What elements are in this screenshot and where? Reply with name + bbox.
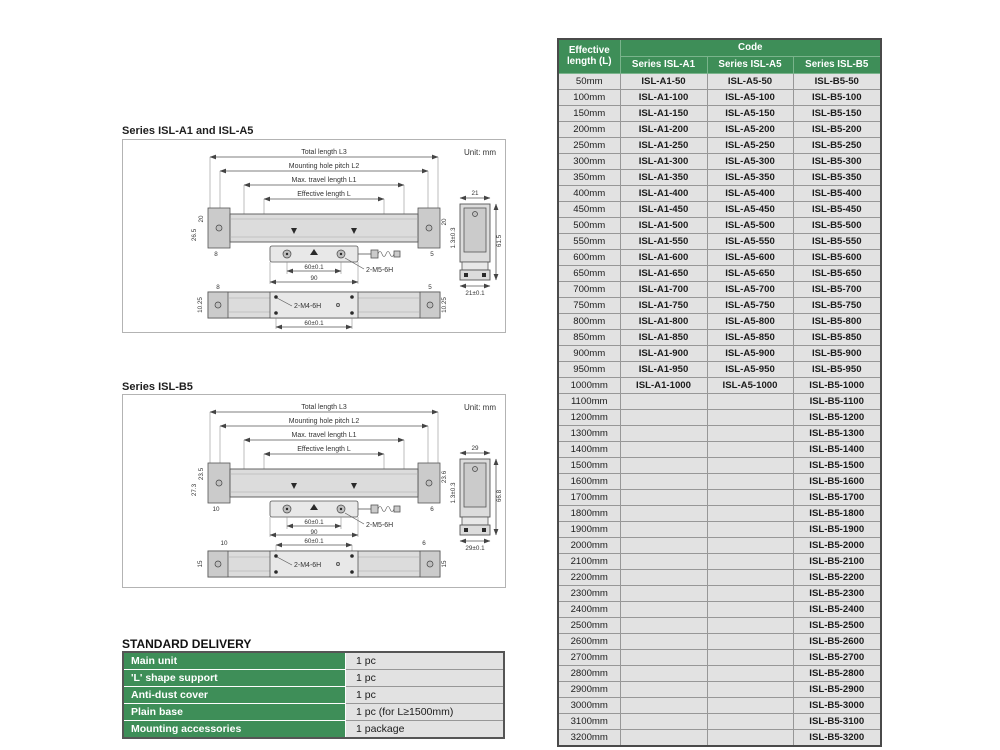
code-table-row <box>558 474 881 490</box>
effective-length-label: Effective length L <box>297 446 351 453</box>
delivery-item-label: Mounting accessories <box>123 721 346 739</box>
code-cell: ISL-A5-300 <box>707 154 793 170</box>
length-cell: 700mm <box>558 282 620 298</box>
code-cell: ISL-A1-450 <box>620 202 707 218</box>
total-length-label: Total length L3 <box>301 149 347 156</box>
code-table-row <box>558 346 881 362</box>
delivery-row <box>123 721 504 739</box>
delivery-item-value: 1 pc <box>346 670 505 687</box>
length-cell: 600mm <box>558 250 620 266</box>
length-cell: 1600mm <box>558 474 620 490</box>
bottom-right-top-dim: 6 <box>422 540 426 547</box>
code-cell <box>707 410 793 426</box>
code-cell: ISL-A5-250 <box>707 138 793 154</box>
series-isl-b5-header: Series ISL-B5 <box>793 57 881 74</box>
code-cell: ISL-A5-950 <box>707 362 793 378</box>
diagram-b-heading: Series ISL-B5 <box>122 381 193 393</box>
length-cell: 900mm <box>558 346 620 362</box>
code-cell: ISL-A1-600 <box>620 250 707 266</box>
code-table-row <box>558 426 881 442</box>
delivery-item-value: 1 package <box>346 721 505 739</box>
bottom-screws-label: 2-M4-6H <box>294 562 322 569</box>
side-width-dim: 21 <box>471 190 479 197</box>
length-cell: 1500mm <box>558 458 620 474</box>
code-table-row <box>558 394 881 410</box>
length-cell: 2700mm <box>558 650 620 666</box>
code-cell <box>620 554 707 570</box>
code-table-row <box>558 202 881 218</box>
code-cell: ISL-B5-3000 <box>793 698 881 714</box>
code-table-row <box>558 506 881 522</box>
bottom-hole-pitch-dim: 60±0.1 <box>304 538 324 545</box>
side-width-dim: 29 <box>471 445 479 452</box>
delivery-item-label: 'L' shape support <box>123 670 346 687</box>
length-cell: 1400mm <box>558 442 620 458</box>
code-table-row <box>558 618 881 634</box>
cable-plug <box>371 250 378 258</box>
code-cell: ISL-B5-1600 <box>793 474 881 490</box>
code-cell: ISL-B5-2900 <box>793 682 881 698</box>
code-cell: ISL-A5-550 <box>707 234 793 250</box>
bottom-left-top-dim: 10 <box>220 540 228 547</box>
bottom-right-side-dim: 10.25 <box>441 297 448 313</box>
bottom-left-top-dim: 8 <box>216 284 220 291</box>
length-cell: 2500mm <box>558 618 620 634</box>
code-cell: ISL-A5-400 <box>707 186 793 202</box>
head-hole-pitch-dim: 60±0.1 <box>304 519 324 526</box>
code-table-body <box>558 74 881 747</box>
bottom-left-side-dim: 10.25 <box>197 297 204 313</box>
code-cell: ISL-A1-1000 <box>620 378 707 394</box>
code-table-row <box>558 298 881 314</box>
left-height-outer: 26.5 <box>191 228 198 242</box>
code-table-row <box>558 218 881 234</box>
left-height-inner: 20 <box>198 215 205 223</box>
code-table-row <box>558 330 881 346</box>
code-cell <box>707 538 793 554</box>
code-table-row <box>558 250 881 266</box>
right-height-dim: 20 <box>441 218 448 226</box>
code-cell <box>707 666 793 682</box>
right-bottom-dim: 6 <box>430 506 434 513</box>
code-cell <box>707 458 793 474</box>
scale-body <box>230 214 418 242</box>
code-cell <box>620 458 707 474</box>
delivery-item-label: Plain base <box>123 704 346 721</box>
length-cell: 1300mm <box>558 426 620 442</box>
standard-delivery-table <box>122 651 505 739</box>
code-cell: ISL-B5-2200 <box>793 570 881 586</box>
code-table-row <box>558 410 881 426</box>
code-table-row <box>558 138 881 154</box>
code-cell: ISL-B5-350 <box>793 170 881 186</box>
code-table-row <box>558 634 881 650</box>
unit-label: Unit: mm <box>464 403 496 412</box>
length-cell: 650mm <box>558 266 620 282</box>
length-cell: 50mm <box>558 74 620 90</box>
code-cell: ISL-B5-2300 <box>793 586 881 602</box>
code-cell <box>707 714 793 730</box>
length-cell: 500mm <box>558 218 620 234</box>
code-cell <box>707 506 793 522</box>
length-cell: 2300mm <box>558 586 620 602</box>
series-isl-a1-header: Series ISL-A1 <box>620 57 707 74</box>
code-cell <box>620 570 707 586</box>
side-height-dim: 61.5 <box>496 234 503 248</box>
code-cell <box>707 442 793 458</box>
bottom-right-side-dim: 15 <box>441 560 448 568</box>
code-cell: ISL-B5-3100 <box>793 714 881 730</box>
length-cell: 850mm <box>558 330 620 346</box>
side-bottom-width-dim: 29±0.1 <box>465 545 485 552</box>
code-cell <box>707 698 793 714</box>
length-cell: 2900mm <box>558 682 620 698</box>
code-cell: ISL-A5-50 <box>707 74 793 90</box>
code-cell <box>620 650 707 666</box>
length-cell: 300mm <box>558 154 620 170</box>
code-cell: ISL-A1-950 <box>620 362 707 378</box>
code-cell <box>707 602 793 618</box>
diagram-a-drawing <box>123 140 505 332</box>
code-cell <box>707 554 793 570</box>
code-cell: ISL-A5-1000 <box>707 378 793 394</box>
code-table-row <box>558 522 881 538</box>
code-cell: ISL-B5-700 <box>793 282 881 298</box>
code-cell: ISL-A1-50 <box>620 74 707 90</box>
length-cell: 1800mm <box>558 506 620 522</box>
length-cell: 2400mm <box>558 602 620 618</box>
code-cell: ISL-A1-300 <box>620 154 707 170</box>
code-cell: ISL-B5-750 <box>793 298 881 314</box>
length-cell: 1700mm <box>558 490 620 506</box>
code-cell: ISL-A5-350 <box>707 170 793 186</box>
code-cell <box>620 474 707 490</box>
code-cell <box>620 682 707 698</box>
code-cell <box>620 490 707 506</box>
code-cell: ISL-A1-500 <box>620 218 707 234</box>
length-cell: 2100mm <box>558 554 620 570</box>
code-cell: ISL-B5-450 <box>793 202 881 218</box>
code-cell: ISL-B5-400 <box>793 186 881 202</box>
code-table-row <box>558 458 881 474</box>
delivery-item-value: 1 pc (for L≥1500mm) <box>346 704 505 721</box>
length-cell: 2200mm <box>558 570 620 586</box>
head-hole-pitch-dim: 60±0.1 <box>304 264 324 271</box>
code-cell: ISL-B5-1000 <box>793 378 881 394</box>
code-cell <box>707 682 793 698</box>
code-cell: ISL-B5-1800 <box>793 506 881 522</box>
code-table-row <box>558 714 881 730</box>
right-bottom-dim: 5 <box>430 251 434 258</box>
delivery-item-value: 1 pc <box>346 687 505 704</box>
code-cell: ISL-B5-2700 <box>793 650 881 666</box>
code-table-row <box>558 106 881 122</box>
code-cell <box>620 618 707 634</box>
code-table-row <box>558 314 881 330</box>
length-cell: 450mm <box>558 202 620 218</box>
delivery-row <box>123 687 504 704</box>
code-cell: ISL-A5-900 <box>707 346 793 362</box>
code-cell: ISL-B5-2000 <box>793 538 881 554</box>
code-cell <box>620 394 707 410</box>
side-height-dim: 66.8 <box>496 489 503 503</box>
code-table-row <box>558 90 881 106</box>
length-cell: 2000mm <box>558 538 620 554</box>
code-table-row <box>558 378 881 394</box>
code-cell <box>620 714 707 730</box>
standard-delivery-heading: STANDARD DELIVERY <box>122 637 252 651</box>
code-cell <box>707 394 793 410</box>
code-cell: ISL-B5-2100 <box>793 554 881 570</box>
code-cell: ISL-A5-700 <box>707 282 793 298</box>
left-bottom-dim: 8 <box>214 251 218 258</box>
code-table-row <box>558 282 881 298</box>
code-cell: ISL-B5-2500 <box>793 618 881 634</box>
code-cell: ISL-B5-300 <box>793 154 881 170</box>
code-cell <box>707 634 793 650</box>
code-cell: ISL-A1-150 <box>620 106 707 122</box>
code-table-row <box>558 442 881 458</box>
length-cell: 550mm <box>558 234 620 250</box>
code-cell: ISL-B5-800 <box>793 314 881 330</box>
code-table-row <box>558 154 881 170</box>
code-cell <box>707 730 793 747</box>
delivery-item-label: Main unit <box>123 652 346 670</box>
code-cell: ISL-B5-1500 <box>793 458 881 474</box>
head-screws-label: 2-M5-6H <box>366 267 394 274</box>
code-cell <box>707 586 793 602</box>
length-cell: 1000mm <box>558 378 620 394</box>
code-table-row <box>558 554 881 570</box>
code-cell: ISL-B5-1400 <box>793 442 881 458</box>
delivery-item-label: Anti-dust cover <box>123 687 346 704</box>
code-cell <box>620 522 707 538</box>
code-table-row <box>558 122 881 138</box>
code-header: Code <box>620 39 881 57</box>
side-gap-dim: 1.3±0.3 <box>450 227 457 249</box>
code-cell: ISL-B5-1100 <box>793 394 881 410</box>
unit-label: Unit: mm <box>464 148 496 157</box>
code-cell: ISL-A1-800 <box>620 314 707 330</box>
code-table-row <box>558 650 881 666</box>
right-height-dim: 23.6 <box>441 470 448 484</box>
code-cell: ISL-A5-500 <box>707 218 793 234</box>
code-cell: ISL-A1-100 <box>620 90 707 106</box>
code-cell: ISL-B5-2800 <box>793 666 881 682</box>
code-cell: ISL-B5-1300 <box>793 426 881 442</box>
cable-plug <box>371 505 378 513</box>
code-table-row <box>558 682 881 698</box>
code-cell: ISL-A5-150 <box>707 106 793 122</box>
code-cell: ISL-B5-2400 <box>793 602 881 618</box>
code-cell: ISL-B5-3200 <box>793 730 881 747</box>
code-cell: ISL-B5-2600 <box>793 634 881 650</box>
code-cell: ISL-A1-850 <box>620 330 707 346</box>
code-cell: ISL-A1-250 <box>620 138 707 154</box>
code-table-row <box>558 586 881 602</box>
code-cell: ISL-B5-950 <box>793 362 881 378</box>
code-cell <box>707 474 793 490</box>
code-cell: ISL-B5-900 <box>793 346 881 362</box>
code-cell: ISL-A1-750 <box>620 298 707 314</box>
code-table-row <box>558 266 881 282</box>
code-cell: ISL-B5-1900 <box>793 522 881 538</box>
scale-body <box>230 469 418 497</box>
code-cell: ISL-A1-200 <box>620 122 707 138</box>
code-cell <box>620 698 707 714</box>
length-cell: 750mm <box>558 298 620 314</box>
code-cell: ISL-A1-700 <box>620 282 707 298</box>
side-gap-dim: 1.3±0.3 <box>450 482 457 504</box>
code-cell: ISL-B5-850 <box>793 330 881 346</box>
left-height-inner: 23.5 <box>198 467 205 481</box>
delivery-row <box>123 704 504 721</box>
code-cell: ISL-B5-1200 <box>793 410 881 426</box>
head-width-dim: 90 <box>310 529 318 536</box>
code-cell <box>620 506 707 522</box>
diagram-a-heading: Series ISL-A1 and ISL-A5 <box>122 125 254 137</box>
length-cell: 1900mm <box>558 522 620 538</box>
code-cell <box>707 618 793 634</box>
series-isl-a5-header: Series ISL-A5 <box>707 57 793 74</box>
code-cell: ISL-B5-50 <box>793 74 881 90</box>
code-table-row <box>558 170 881 186</box>
length-cell: 100mm <box>558 90 620 106</box>
code-table <box>557 38 882 747</box>
max-travel-label: Max. travel length L1 <box>291 432 357 439</box>
code-cell: ISL-A5-650 <box>707 266 793 282</box>
code-cell <box>620 634 707 650</box>
code-cell: ISL-B5-600 <box>793 250 881 266</box>
head-width-dim: 90 <box>310 275 318 282</box>
length-cell: 150mm <box>558 106 620 122</box>
code-cell: ISL-A5-200 <box>707 122 793 138</box>
length-cell: 950mm <box>558 362 620 378</box>
code-cell: ISL-A1-350 <box>620 170 707 186</box>
length-cell: 3000mm <box>558 698 620 714</box>
code-cell: ISL-B5-150 <box>793 106 881 122</box>
code-cell <box>620 426 707 442</box>
code-cell <box>620 410 707 426</box>
code-cell <box>620 442 707 458</box>
code-table-row <box>558 490 881 506</box>
length-cell: 350mm <box>558 170 620 186</box>
effective-length-header <box>558 39 620 74</box>
length-cell: 1200mm <box>558 410 620 426</box>
code-table-row <box>558 730 881 747</box>
mounting-pitch-label: Mounting hole pitch L2 <box>288 163 360 170</box>
code-cell: ISL-A5-850 <box>707 330 793 346</box>
side-bottom-width-dim: 21±0.1 <box>465 290 485 297</box>
code-cell <box>620 666 707 682</box>
code-cell: ISL-B5-550 <box>793 234 881 250</box>
length-cell: 3200mm <box>558 730 620 747</box>
code-cell <box>620 730 707 747</box>
code-cell: ISL-A1-550 <box>620 234 707 250</box>
diagram-b-drawing <box>123 395 505 587</box>
code-cell <box>707 522 793 538</box>
code-cell: ISL-B5-500 <box>793 218 881 234</box>
length-cell: 800mm <box>558 314 620 330</box>
code-cell: ISL-A5-800 <box>707 314 793 330</box>
diagram-a <box>122 139 506 333</box>
code-cell: ISL-A1-650 <box>620 266 707 282</box>
delivery-row <box>123 670 504 687</box>
code-cell <box>707 490 793 506</box>
effective-length-header-line2: length (L) <box>566 55 612 67</box>
code-cell: ISL-A5-600 <box>707 250 793 266</box>
code-cell <box>707 650 793 666</box>
code-cell: ISL-A5-100 <box>707 90 793 106</box>
max-travel-label: Max. travel length L1 <box>291 177 357 184</box>
length-cell: 3100mm <box>558 714 620 730</box>
left-height-outer: 27.3 <box>191 483 198 497</box>
code-cell: ISL-B5-250 <box>793 138 881 154</box>
code-table-row <box>558 538 881 554</box>
total-length-label: Total length L3 <box>301 404 347 411</box>
delivery-row <box>123 652 504 670</box>
code-table-row <box>558 602 881 618</box>
code-table-row <box>558 570 881 586</box>
code-cell: ISL-A1-900 <box>620 346 707 362</box>
code-cell: ISL-B5-650 <box>793 266 881 282</box>
effective-length-header-line1: Effective <box>568 45 610 57</box>
length-cell: 2600mm <box>558 634 620 650</box>
code-table-header-row-1 <box>558 39 881 57</box>
code-cell: ISL-B5-1700 <box>793 490 881 506</box>
code-cell: ISL-A5-450 <box>707 202 793 218</box>
code-cell: ISL-B5-100 <box>793 90 881 106</box>
length-cell: 1100mm <box>558 394 620 410</box>
length-cell: 400mm <box>558 186 620 202</box>
bottom-screws-label: 2-M4-6H <box>294 303 322 310</box>
code-cell: ISL-B5-200 <box>793 122 881 138</box>
diagram-b <box>122 394 506 588</box>
code-table-row <box>558 186 881 202</box>
code-cell <box>620 586 707 602</box>
bottom-left-side-dim: 15 <box>197 560 204 568</box>
code-table-row <box>558 666 881 682</box>
code-table-row <box>558 698 881 714</box>
left-bottom-dim: 10 <box>212 506 220 513</box>
bottom-right-top-dim: 5 <box>428 284 432 291</box>
code-cell: ISL-A1-400 <box>620 186 707 202</box>
code-cell <box>620 538 707 554</box>
length-cell: 200mm <box>558 122 620 138</box>
code-table-row <box>558 362 881 378</box>
length-cell: 250mm <box>558 138 620 154</box>
bottom-hole-pitch-dim: 60±0.1 <box>304 320 324 327</box>
length-cell: 2800mm <box>558 666 620 682</box>
delivery-table-body <box>123 652 504 738</box>
head-screws-label: 2-M5-6H <box>366 522 394 529</box>
code-table-row <box>558 234 881 250</box>
code-cell <box>707 570 793 586</box>
code-cell <box>707 426 793 442</box>
effective-length-label: Effective length L <box>297 191 351 198</box>
code-cell: ISL-A5-750 <box>707 298 793 314</box>
code-cell <box>620 602 707 618</box>
mounting-pitch-label: Mounting hole pitch L2 <box>288 418 360 425</box>
code-table-row <box>558 74 881 90</box>
delivery-item-value: 1 pc <box>346 652 505 670</box>
